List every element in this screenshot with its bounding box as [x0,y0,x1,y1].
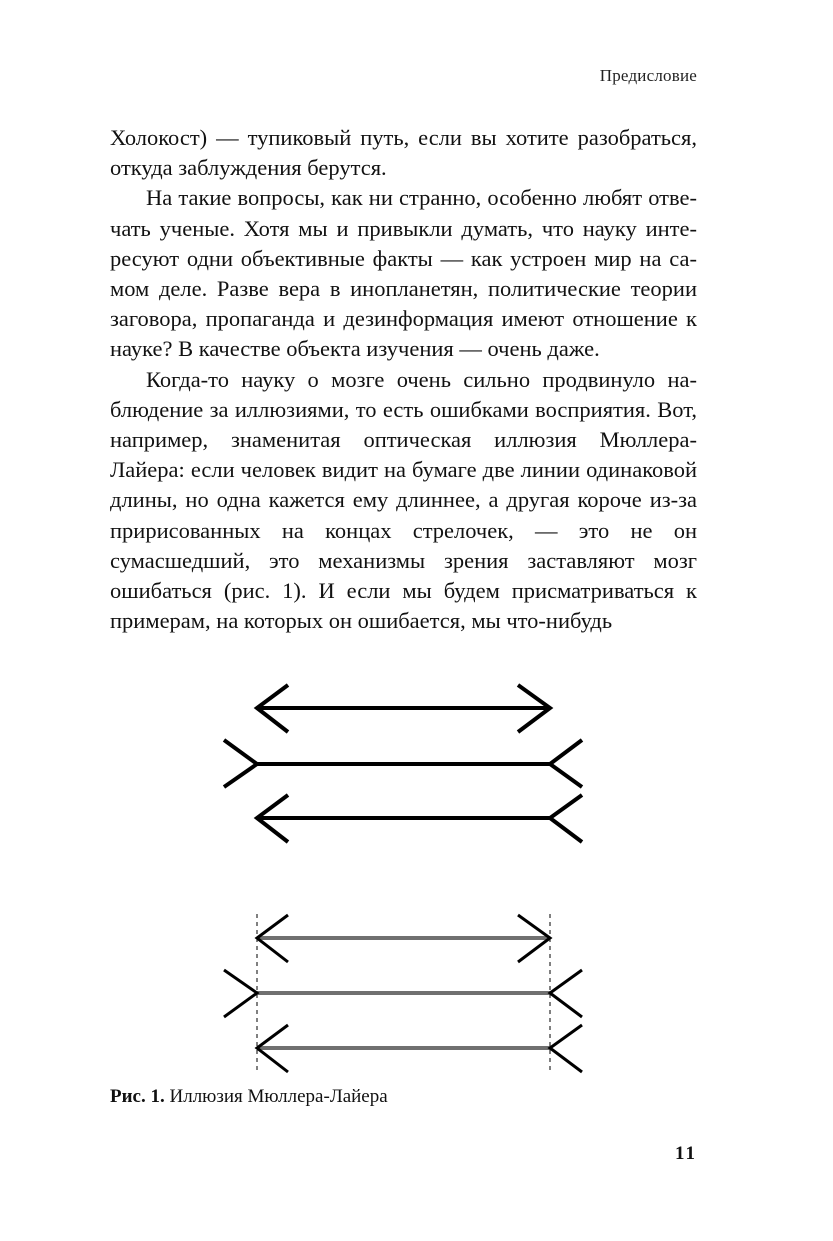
running-header: Предисловие [599,66,697,85]
caption-label: Рис. 1. [110,1086,165,1107]
paragraph-3: Когда-то науку о мозге очень сильно продвинуло наблюдение за иллюзиями, то есть ошибками восприятия. Вот, например, знаменитая оптическая иллюзия Мюллера-Лайера: если человек видит на бумаге две линии одинаковой длины, но одна кажется ему длиннее, а другая короче из-за пририсованных на концах стрелочек, — это не он сумасшедший, это механизмы зрения заставляют мозг ошибаться (рис. 1). И если мы будем присматриваться к примерам, на которых он ошибается, мы что-нибудь [110,366,697,634]
page-number: 11 [675,1143,697,1164]
muller-lyer-diagram [210,672,610,1082]
line-3-mixed [257,795,582,842]
line-6-right-fin [550,1025,582,1072]
caption-text: Иллюзия Мюллера-Лайера [169,1086,388,1107]
line-5-right-fin [550,970,582,1017]
line-2-right-fin [550,740,582,787]
line-1-arrows-outward [257,685,550,732]
paragraph-2: На такие вопросы, как ни странно, особенно любят отвечать ученые. Хотя мы и привыкли думать, что науку интересуют одни объективные факты — как устроен мир на самом деле. Разве вера в инопланетян, политические теории заговора, пропаганда и дезинформация имеют отношение к науке? В качестве объекта изучения — очень даже. [110,185,697,362]
line-2-fins-inward [224,740,582,787]
figure-caption [110,1086,388,1108]
muller-lyer-figure [210,672,610,1082]
body-text [110,123,697,636]
illusion-bottom-group [224,914,582,1072]
line-2-left-fin [224,740,257,787]
illusion-top-group [224,685,582,842]
line-5-left-fin [224,970,257,1017]
line-3-right-fin [550,795,582,842]
paragraph-1: Холокост) — тупиковый путь, если вы хотите разобраться, откуда заблуждения берутся. [110,125,697,181]
